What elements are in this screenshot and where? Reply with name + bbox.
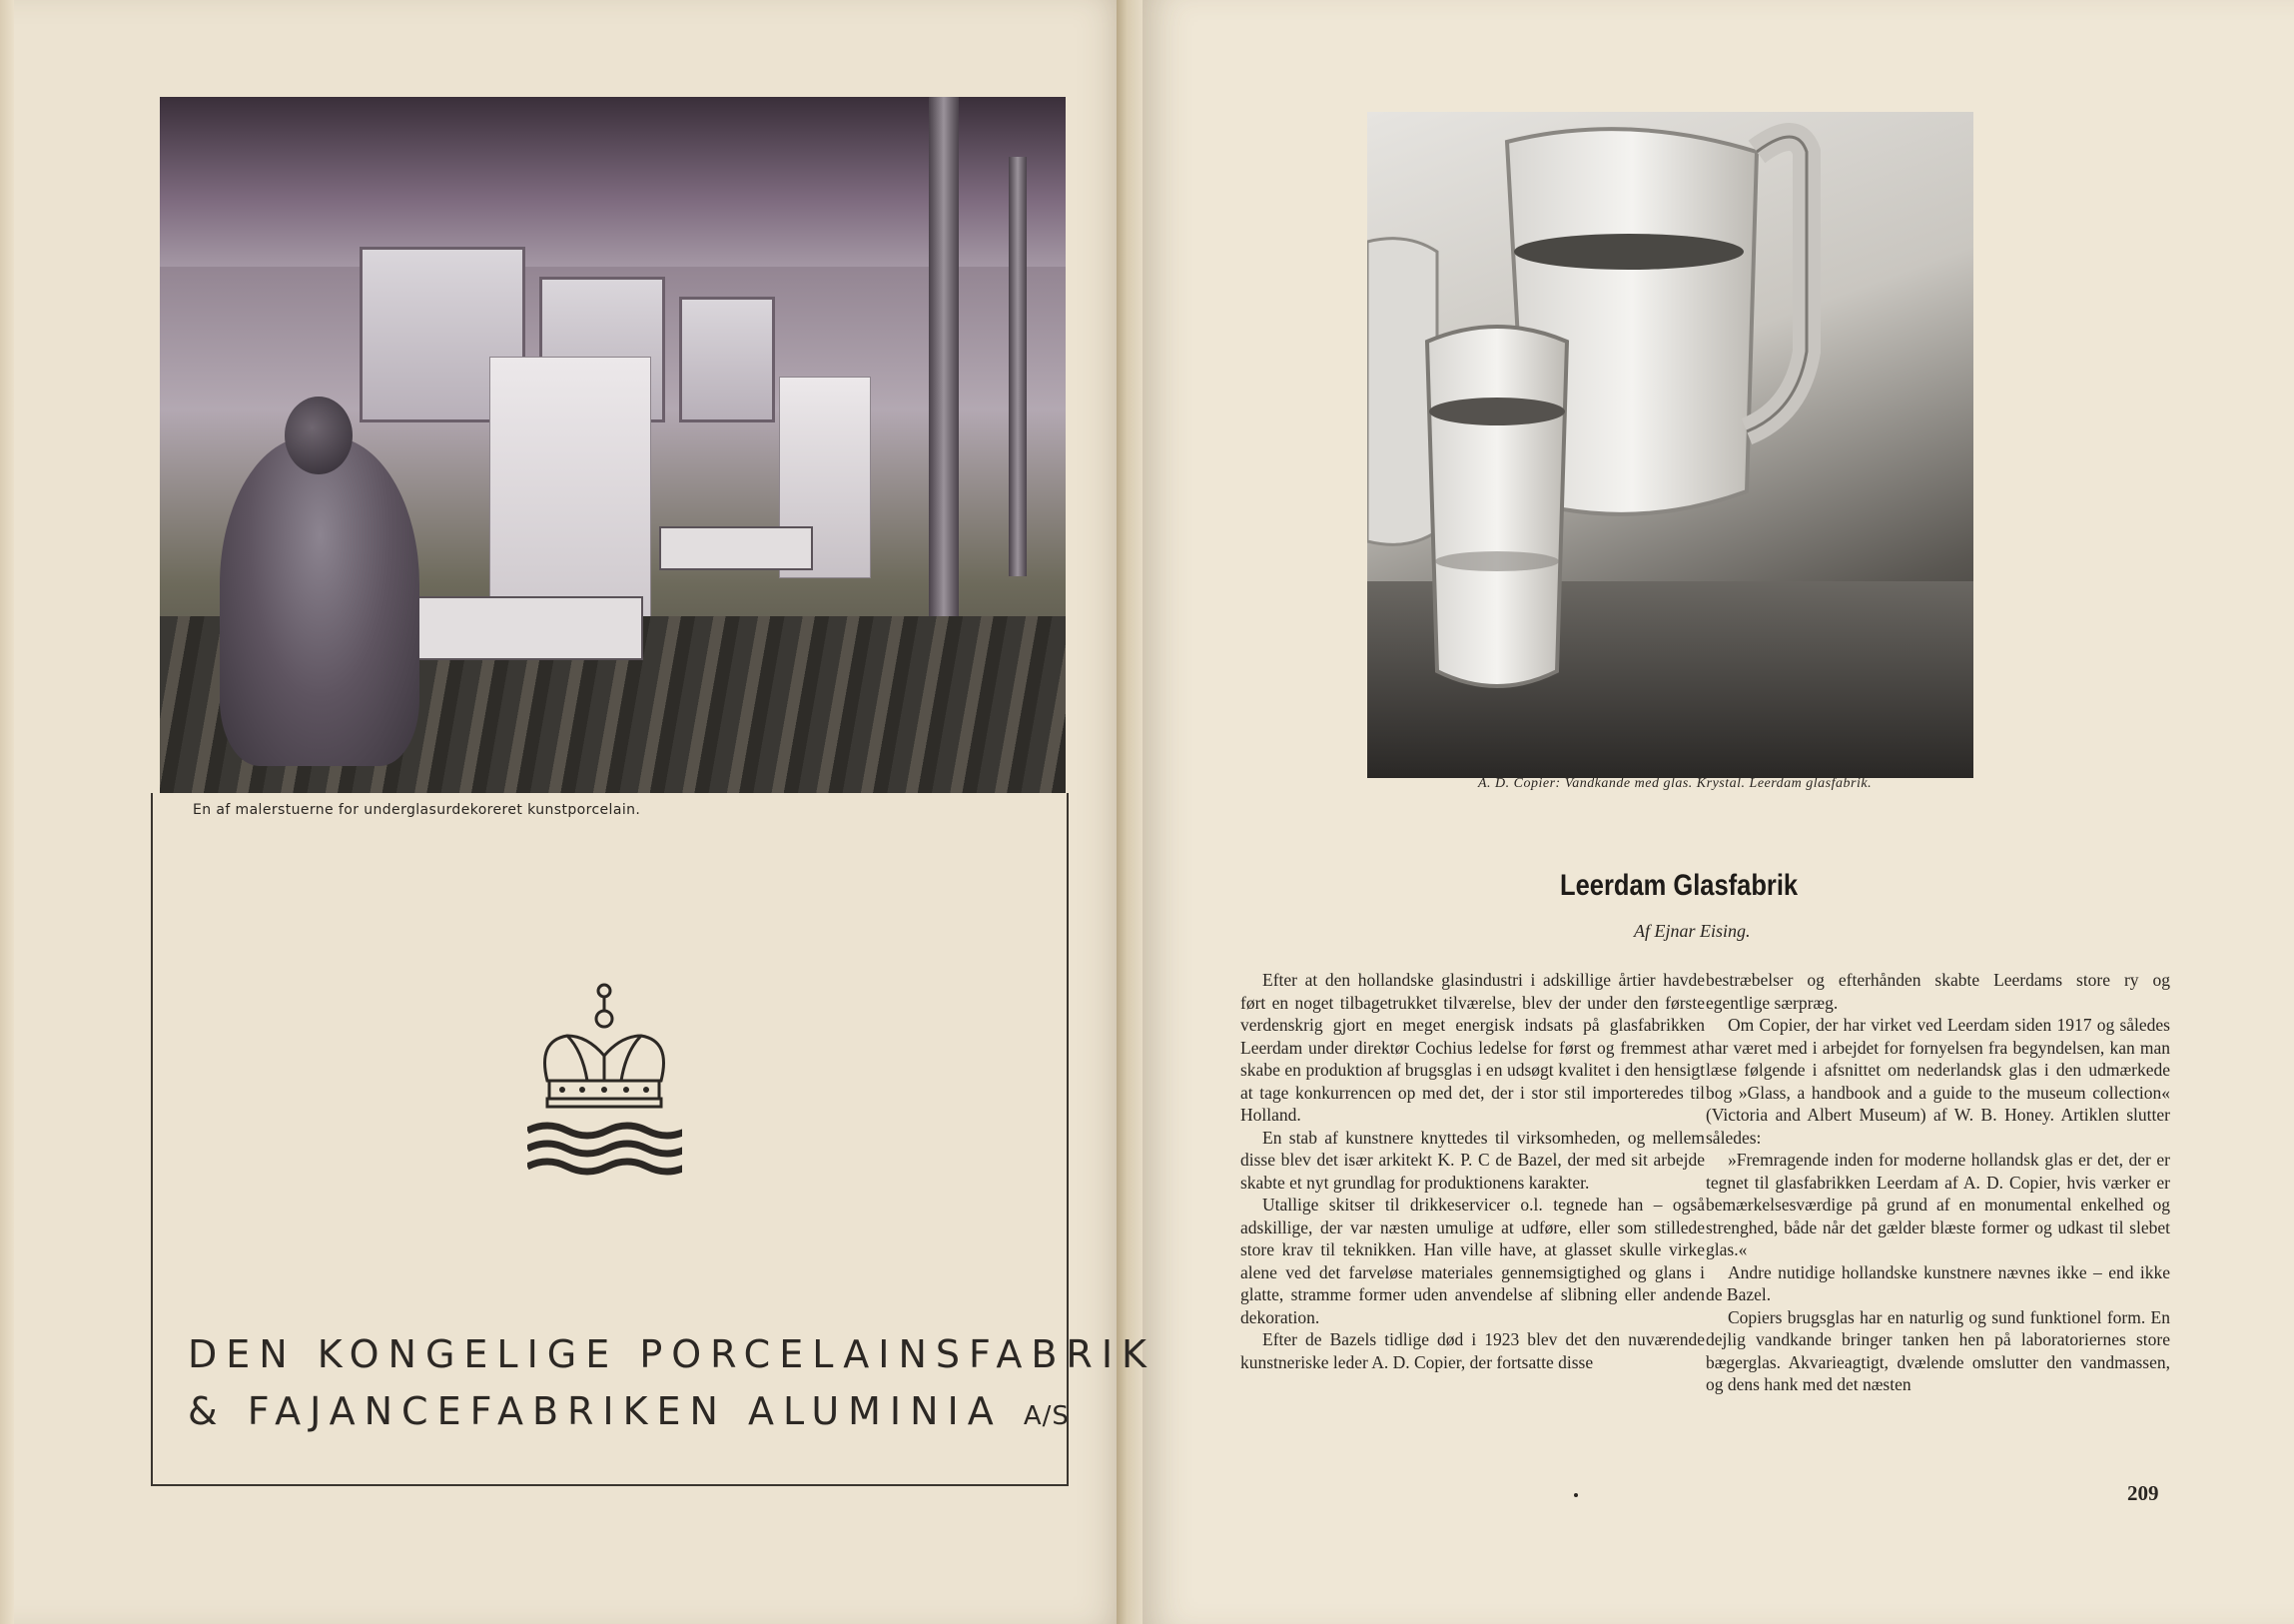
photo-person-head (285, 397, 353, 474)
photo-pillar (1009, 157, 1027, 576)
advertisement-suffix: A/S (1023, 1401, 1070, 1431)
photo-window (679, 297, 775, 422)
paragraph: bestræbelser og efterhånden skabte Leerdams store ry og egentlige særpræg. (1706, 970, 2170, 1013)
advertisement-line2-text: & FAJANCEFABRIKEN ALUMINIA (188, 1389, 1003, 1433)
photo-pillar (929, 97, 959, 676)
photo-table (659, 526, 813, 570)
photo-person (220, 436, 419, 766)
advertisement-line1: DEN KONGELIGE PORCELAINSFABRIK (188, 1332, 1155, 1376)
article-byline: Af Ejnar Eising. (1634, 921, 1751, 941)
glassware-illustration (1367, 112, 1973, 778)
article-title: Leerdam Glasfabrik (1560, 869, 1799, 902)
paragraph: Utallige skitser til drikkeservicer o.l. tegnede han – også adskillige, der var næsten umulige at udføre, eller som stillede store krav til teknikken. Han ville have, at glasset skulle virke alene ved det farveløse materiales gennemsigtighed og glans i glatte, stramme former uden anvendelse af slibning eller anden dekoration. (1240, 1195, 1705, 1327)
paragraph: »Fremragende inden for moderne hollandsk glas er det, der er tegnet til glasfabrikken Leerdam af A. D. Copier, hvis værker er bemærkelsesværdige på grund af en monumental enkelhed og strenghed, både når det gælder blæste former og udkast til slebet glas.« (1706, 1150, 2170, 1259)
article-column-right (1706, 969, 2170, 1396)
paragraph: Efter at den hollandske glasindustri i adskillige årtier havde ført en noget tilbagetrukket tilværelse, blev der under den første verdenskrig gjort en meget energisk indsats på glasfabrikken Leerdam under direktør Cochius ledelse for først og fremmest at skabe en produktion af brugsglas i en udsøgt kvalitet i den hensigt at tage konkurrencen op med det, der i stor stil importeredes til Holland. (1240, 970, 1705, 1125)
article-column-left (1240, 969, 1705, 1373)
paragraph: Efter de Bazels tidlige død i 1923 blev det den nuværende kunstneriske leder A. D. Copier, der fortsatte disse (1240, 1329, 1705, 1372)
ink-dot (1574, 1493, 1578, 1497)
book-gutter (1117, 0, 1143, 1624)
photo-caption-left: En af malerstuerne for underglasurdekoreret kunstporcelain. (193, 802, 641, 818)
paragraph: Copiers brugsglas har en naturlig og sund funktionel form. En dejlig vandkande bringer tanken hen på laboratoriernes store bægerglas. Akvarieagtigt, dvælende omslutter den vandmassen, og dens hank med det næsten (1706, 1306, 2170, 1394)
pitcher-photo (1367, 112, 1973, 778)
studio-photo (160, 97, 1066, 793)
advertisement-line2 (188, 1389, 1070, 1433)
page-number: 209 (2127, 1481, 2159, 1505)
photo-caption-right: A. D. Copier: Vandkande med glas. Krystal. Leerdam glasfabrik. (1478, 776, 1873, 791)
paragraph: Andre nutidige hollandske kunstnere nævnes ikke – end ikke de Bazel. (1706, 1261, 2170, 1304)
paragraph: En stab af kunstnere knyttedes til virksomheden, og mellem disse blev det især arkitekt K. P. C de Bazel, der med sit arbejde skabte et nyt grundlag for produktionens karakter. (1240, 1127, 1705, 1193)
royal-crown-wave-icon (527, 981, 682, 1181)
paragraph: Om Copier, der har virket ved Leerdam siden 1917 og således har været med i arbejdet for fornyelsen fra begyndelsen, kan man læse følgende i afsnittet om nederlandsk glas i den udmærkede bog »Glass, a handbook and a guide to the museum collection« (Victoria and Albert Museum) af W. B. Honey. Artiklen slutter således: (1706, 1015, 2170, 1148)
